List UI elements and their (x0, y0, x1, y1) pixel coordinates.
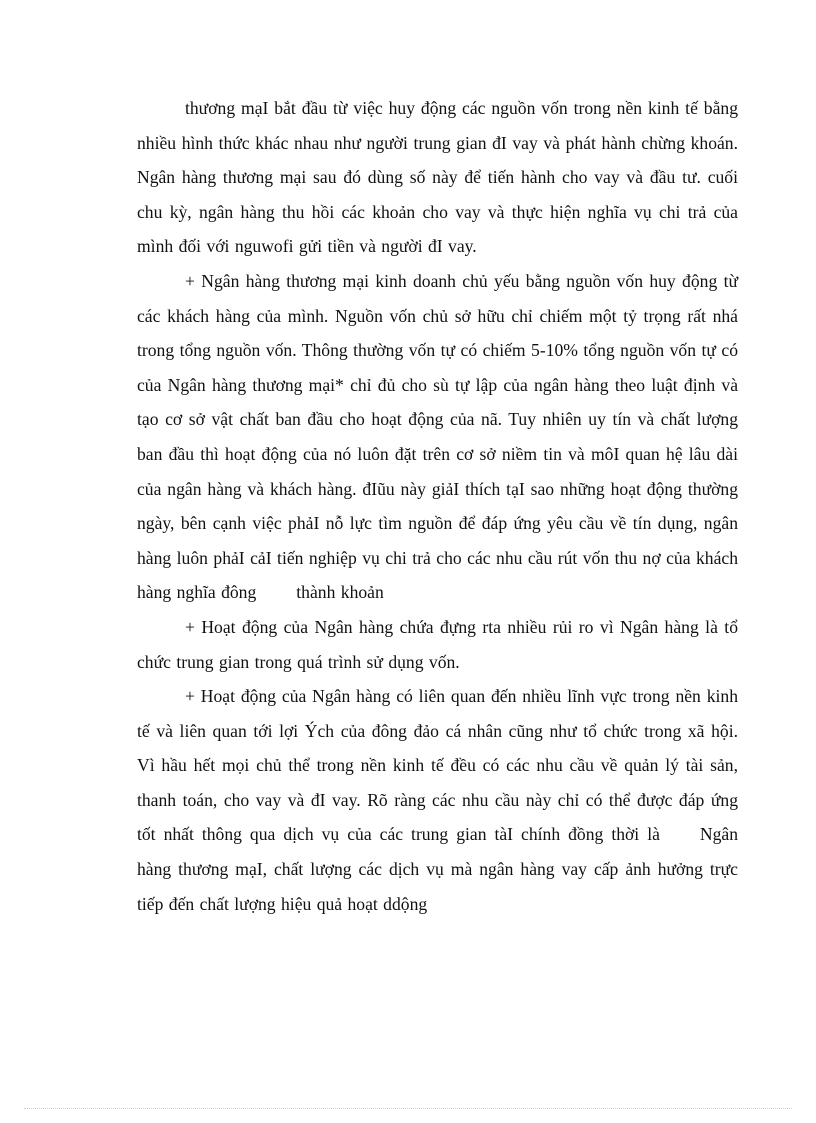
paragraph-4 (137, 679, 738, 921)
paragraph-2 (137, 264, 738, 610)
page-bottom-rule (24, 1108, 792, 1109)
paragraph-3: + Hoạt động của Ngân hàng chứa đựng rta nhiều rủi ro vì Ngân hàng là tổ chức trung gian trong quá trình sử dụng vốn. (137, 616, 738, 672)
paragraph-2-text: + Ngân hàng thương mại kinh doanh chủ yếu bằng nguồn vốn huy động từ các khách hàng của mình. Nguồn vốn chủ sở hữu chỉ chiếm một tỷ trọng rất nhá trong tổng nguồn vốn. Thông thường vốn tự có chiếm 5-10% tổng nguồn vốn tự có của Ngân hàng thương mại* chỉ đủ cho sù tự lập của ngân hàng theo luật định và tạo cơ sở vật chất ban đầu cho hoạt động của nã. Tuy nhiên uy tín và chất lượng ban đầu thì hoạt động của nó luôn đặt trên cơ sở niềm tin và môI quan hệ lâu dài của ngân hàng và khách hàng. đIũu này giảI thích tạI sao những hoạt động thường ngày, bên cạnh việc phảI nỗ lực tìm nguồn để đáp ứng yêu cầu về tín dụng, ngân hàng luôn phảI cảI tiến nghiệp vụ chi trả cho các nhu cầu rút vốn thu nợ của khách hàng nghĩa đông (137, 270, 738, 603)
body-text (137, 91, 738, 921)
paragraph-1: thương mạI bắt đầu từ việc huy động các nguồn vốn trong nền kinh tế bằng nhiều hình thức khác nhau như người trung gian đI vay và phát hành chừng khoán. Ngân hàng thương mại sau đó dùng số này để tiến hành cho vay và đầu tư. cuối chu kỳ, ngân hàng thu hồi các khoản cho vay và thực hiện nghĩa vụ chi trả của mình đối với nguwofi gửi tiền và người đI vay. (137, 98, 738, 257)
paragraph-4-tail: Ngân hàng thương mạI, chất lượng các dịch vụ mà ngân hàng vay cấp ảnh hưởng trực tiếp đến chất lượng hiệu quả hoạt ddộng (137, 824, 738, 914)
paragraph-2-tail: thành khoản (296, 582, 384, 603)
paragraph-4-text: + Hoạt động của Ngân hàng có liên quan đến nhiều lĩnh vực trong nền kinh tế và liên quan tới lợi Ých của đông đảo cá nhân cũng như tổ chức trong xã hội. Vì hầu hết mọi chủ thể trong nền kinh tế đều có các nhu cầu về quản lý tài sản, thanh toán, cho vay và đI vay. Rõ ràng các nhu cầu này chỉ có thể được đáp ứng tốt nhất thông qua dịch vụ của các trung gian tàI chính đồng thời là (137, 686, 738, 845)
